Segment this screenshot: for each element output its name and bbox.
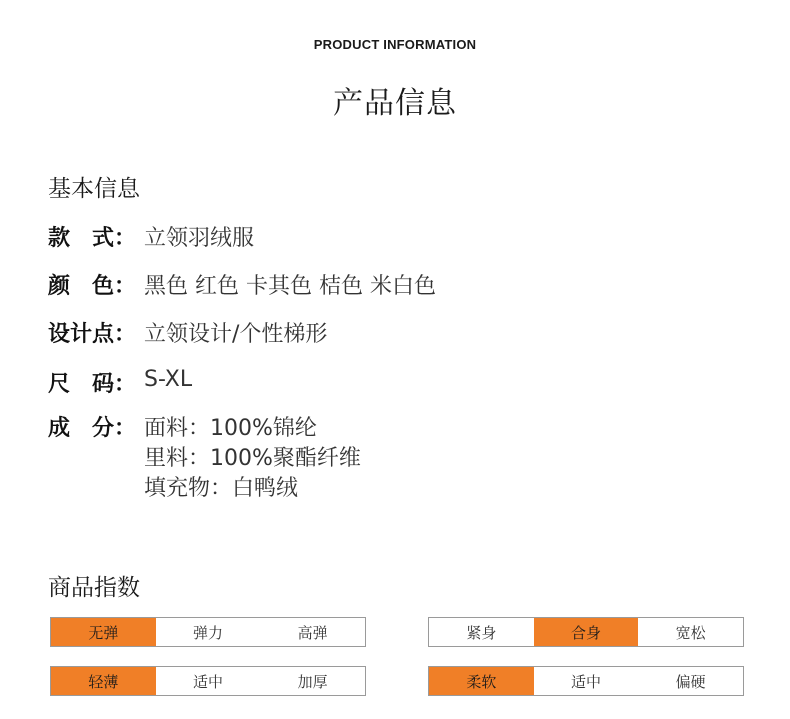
thickness-option-medium: 适中 xyxy=(193,672,224,691)
style-value: 立领羽绒服 xyxy=(144,226,255,251)
softness-option-soft: 柔软 xyxy=(429,667,534,695)
thickness-option-thick: 加厚 xyxy=(297,672,328,691)
softness-option-medium: 适中 xyxy=(571,672,602,691)
fit-option-regular: 合身 xyxy=(534,618,639,646)
elasticity-option-high: 高弹 xyxy=(297,623,328,642)
size-label: 尺 码： xyxy=(48,372,137,397)
lining-line: 里料：100%聚酯纤维 xyxy=(144,446,361,471)
softness-option-stiff: 偏硬 xyxy=(675,672,706,691)
color-label: 颜 色： xyxy=(48,274,137,299)
design-value: 立领设计/个性梯形 xyxy=(144,322,328,347)
english-title: PRODUCT INFORMATION xyxy=(313,37,477,52)
design-row xyxy=(48,317,327,348)
style-row xyxy=(48,221,254,252)
filling-line: 填充物：白鸭绒 xyxy=(144,476,299,501)
elasticity-scale xyxy=(50,617,366,647)
fit-scale xyxy=(428,617,744,647)
design-label: 设计点： xyxy=(48,322,137,347)
color-row xyxy=(48,269,436,300)
page-title: 产品信息 xyxy=(333,86,457,121)
size-value: S-XL xyxy=(144,367,193,392)
basic-info-heading: 基本信息 xyxy=(48,176,140,202)
composition-row xyxy=(48,414,361,504)
fit-option-loose: 宽松 xyxy=(675,623,706,642)
thickness-scale xyxy=(50,666,366,696)
size-row xyxy=(48,367,192,398)
thickness-option-light: 轻薄 xyxy=(51,667,156,695)
fit-option-slim: 紧身 xyxy=(466,623,497,642)
elasticity-option-none: 无弹 xyxy=(51,618,156,646)
elasticity-option-stretch: 弹力 xyxy=(193,623,224,642)
composition-label: 成 分： xyxy=(48,416,137,441)
style-label: 款 式： xyxy=(48,226,137,251)
composition-values xyxy=(144,414,361,504)
softness-scale xyxy=(428,666,744,696)
shell-fabric-line: 面料：100%锦纶 xyxy=(144,416,317,441)
color-value: 黑色 红色 卡其色 桔色 米白色 xyxy=(144,274,436,299)
indices-heading: 商品指数 xyxy=(48,575,140,601)
